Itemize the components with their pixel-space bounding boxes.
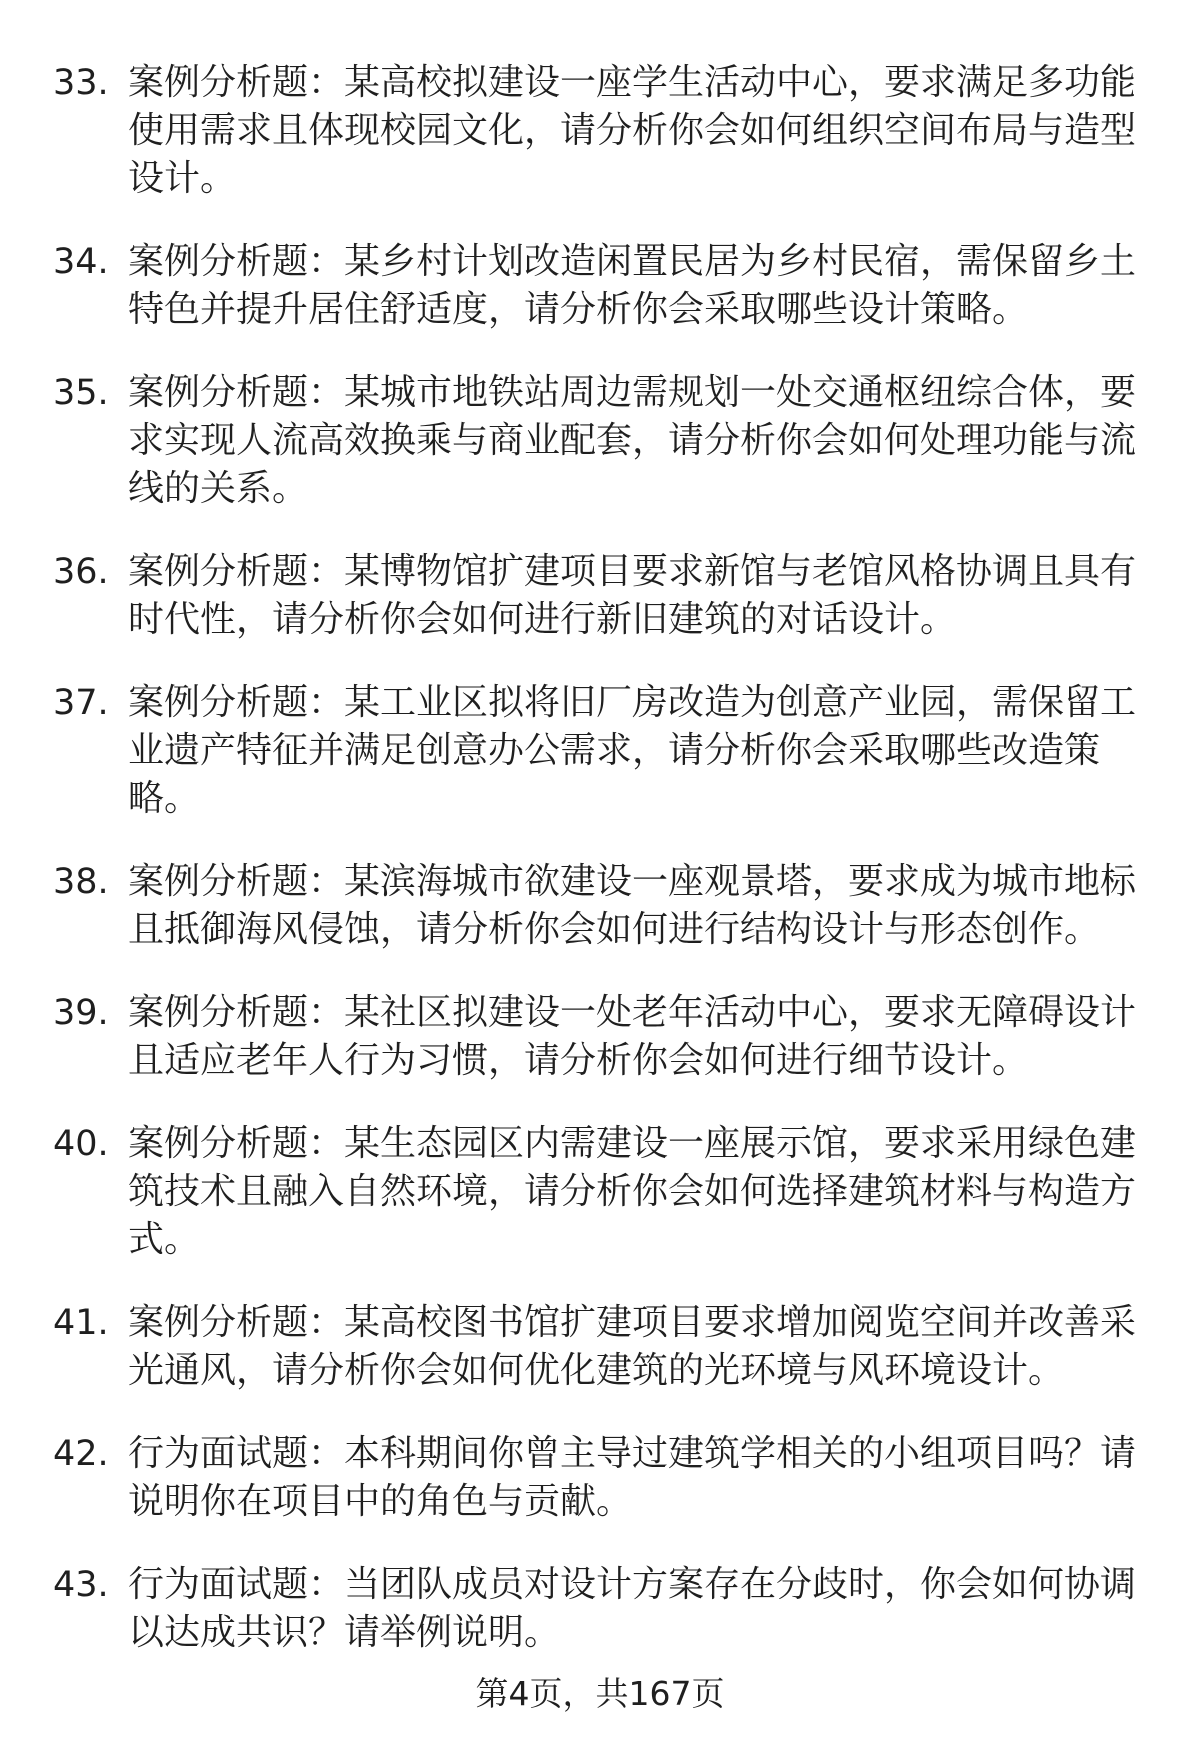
question-number: 35. bbox=[53, 373, 109, 413]
question-text: 案例分析题：某生态园区内需建设一座展示馆，要求采用绿色建筑技术且融入自然环境，请分析你会如何选择建筑材料与构造方式。 bbox=[128, 1123, 1137, 1260]
page-footer bbox=[0, 1670, 1200, 1718]
question-list bbox=[53, 59, 1153, 1657]
question-number: 42. bbox=[53, 1434, 109, 1474]
question-number: 33. bbox=[53, 63, 109, 103]
question-text: 案例分析题：某城市地铁站周边需规划一处交通枢纽综合体，要求实现人流高效换乘与商业配套，请分析你会如何处理功能与流线的关系。 bbox=[128, 372, 1137, 509]
question-item-42 bbox=[53, 1430, 1153, 1526]
question-text: 行为面试题：本科期间你曾主导过建筑学相关的小组项目吗？请说明你在项目中的角色与贡献。 bbox=[128, 1433, 1137, 1522]
question-text: 案例分析题：某高校拟建设一座学生活动中心，要求满足多功能使用需求且体现校园文化，请分析你会如何组织空间布局与造型设计。 bbox=[128, 62, 1137, 199]
question-item-41 bbox=[53, 1299, 1153, 1395]
question-number: 37. bbox=[53, 683, 109, 723]
question-number: 36. bbox=[53, 552, 109, 592]
question-item-37 bbox=[53, 679, 1153, 823]
question-item-33 bbox=[53, 59, 1153, 203]
question-text: 案例分析题：某乡村计划改造闲置民居为乡村民宿，需保留乡土特色并提升居住舒适度，请分析你会采取哪些设计策略。 bbox=[128, 241, 1137, 330]
page-number-label: 第4页，共167页 bbox=[475, 1674, 725, 1713]
question-number: 38. bbox=[53, 862, 109, 902]
question-item-36 bbox=[53, 548, 1153, 644]
question-item-40 bbox=[53, 1120, 1153, 1264]
question-number: 40. bbox=[53, 1124, 109, 1164]
question-number: 34. bbox=[53, 242, 109, 282]
question-text: 案例分析题：某高校图书馆扩建项目要求增加阅览空间并改善采光通风，请分析你会如何优化建筑的光环境与风环境设计。 bbox=[128, 1302, 1137, 1391]
question-number: 39. bbox=[53, 993, 109, 1033]
question-text: 案例分析题：某滨海城市欲建设一座观景塔，要求成为城市地标且抵御海风侵蚀，请分析你会如何进行结构设计与形态创作。 bbox=[128, 861, 1137, 950]
question-item-35 bbox=[53, 369, 1153, 513]
question-text: 案例分析题：某社区拟建设一处老年活动中心，要求无障碍设计且适应老年人行为习惯，请分析你会如何进行细节设计。 bbox=[128, 992, 1137, 1081]
question-number: 43. bbox=[53, 1565, 109, 1605]
question-text: 行为面试题：当团队成员对设计方案存在分歧时，你会如何协调以达成共识？请举例说明。 bbox=[128, 1564, 1137, 1653]
question-item-34 bbox=[53, 238, 1153, 334]
question-item-38 bbox=[53, 858, 1153, 954]
question-item-43 bbox=[53, 1561, 1153, 1657]
question-number: 41. bbox=[53, 1303, 109, 1343]
question-text: 案例分析题：某工业区拟将旧厂房改造为创意产业园，需保留工业遗产特征并满足创意办公需求，请分析你会采取哪些改造策略。 bbox=[128, 682, 1137, 819]
question-item-39 bbox=[53, 989, 1153, 1085]
question-text: 案例分析题：某博物馆扩建项目要求新馆与老馆风格协调且具有时代性，请分析你会如何进行新旧建筑的对话设计。 bbox=[128, 551, 1137, 640]
